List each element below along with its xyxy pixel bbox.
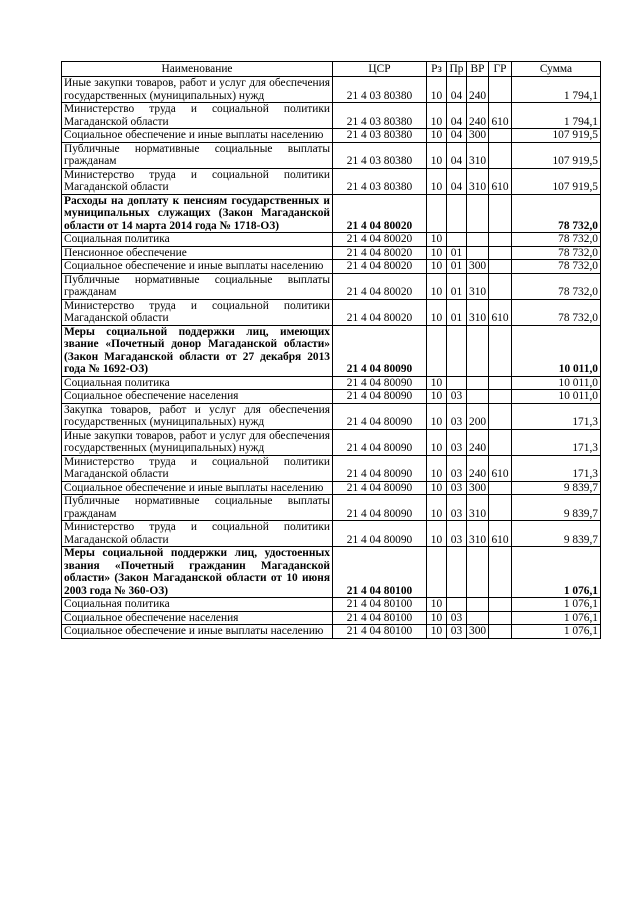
row-vr-cell: 240	[467, 429, 489, 455]
row-name-cell: Министерство труда и социальной политики Магаданской области	[62, 521, 333, 547]
table-row	[62, 233, 601, 247]
row-rz-cell: 10	[427, 129, 447, 143]
row-rz-cell: 10	[427, 260, 447, 274]
row-name-cell: Публичные нормативные социальные выплаты гражданам	[62, 142, 333, 168]
row-pr-cell: 01	[447, 299, 467, 325]
row-pr-cell: 03	[447, 429, 467, 455]
row-sum-cell: 171,3	[512, 429, 601, 455]
row-name-cell: Социальная политика	[62, 233, 333, 247]
row-name-cell: Иные закупки товаров, работ и услуг для обеспечения государственных (муниципальных) нужд	[62, 77, 333, 103]
row-sum-cell: 171,3	[512, 455, 601, 481]
row-code-cell: 21 4 04 80100	[333, 547, 427, 598]
row-rz-cell: 10	[427, 273, 447, 299]
row-pr-cell	[447, 547, 467, 598]
table-row	[62, 142, 601, 168]
row-vr-cell: 300	[467, 260, 489, 274]
row-gr-cell	[489, 403, 512, 429]
row-vr-cell	[467, 325, 489, 376]
row-pr-cell	[447, 233, 467, 247]
row-pr-cell: 04	[447, 103, 467, 129]
row-name-cell: Министерство труда и социальной политики Магаданской области	[62, 103, 333, 129]
row-sum-cell: 1 076,1	[512, 547, 601, 598]
row-gr-cell	[489, 325, 512, 376]
row-rz-cell: 10	[427, 429, 447, 455]
row-vr-cell	[467, 547, 489, 598]
table-row-section	[62, 547, 601, 598]
row-sum-cell: 1 794,1	[512, 77, 601, 103]
row-code-cell: 21 4 04 80090	[333, 403, 427, 429]
row-name-cell: Пенсионное обеспечение	[62, 246, 333, 260]
row-code-cell: 21 4 04 80020	[333, 260, 427, 274]
row-gr-cell: 610	[489, 103, 512, 129]
row-rz-cell: 10	[427, 233, 447, 247]
row-gr-cell	[489, 260, 512, 274]
row-pr-cell: 04	[447, 168, 467, 194]
row-vr-cell: 310	[467, 273, 489, 299]
row-vr-cell: 310	[467, 495, 489, 521]
table-row	[62, 625, 601, 639]
row-vr-cell	[467, 233, 489, 247]
row-rz-cell: 10	[427, 168, 447, 194]
row-gr-cell: 610	[489, 455, 512, 481]
row-name-cell: Министерство труда и социальной политики Магаданской области	[62, 455, 333, 481]
row-sum-cell: 1 794,1	[512, 103, 601, 129]
row-vr-cell: 310	[467, 168, 489, 194]
row-pr-cell: 03	[447, 455, 467, 481]
row-pr-cell: 03	[447, 481, 467, 495]
table-row	[62, 455, 601, 481]
table-row	[62, 390, 601, 404]
table-row	[62, 376, 601, 390]
header-name: Наименование	[62, 62, 333, 77]
row-name-cell: Социальное обеспечение и иные выплаты населению	[62, 260, 333, 274]
row-pr-cell: 03	[447, 390, 467, 404]
row-name-cell: Министерство труда и социальной политики Магаданской области	[62, 168, 333, 194]
row-gr-cell	[489, 376, 512, 390]
row-gr-cell	[489, 625, 512, 639]
row-vr-cell: 240	[467, 77, 489, 103]
row-code-cell: 21 4 03 80380	[333, 168, 427, 194]
row-pr-cell: 03	[447, 403, 467, 429]
table-row	[62, 168, 601, 194]
row-name-cell: Расходы на доплату к пенсиям государственных и муниципальных служащих (Закон Магаданской области от 14 марта 2014 года № 1718-ОЗ)	[62, 194, 333, 233]
row-sum-cell: 78 732,0	[512, 194, 601, 233]
row-sum-cell: 78 732,0	[512, 273, 601, 299]
header-vr: ВР	[467, 62, 489, 77]
row-code-cell: 21 4 03 80380	[333, 103, 427, 129]
row-vr-cell: 310	[467, 299, 489, 325]
row-vr-cell: 240	[467, 455, 489, 481]
row-pr-cell: 01	[447, 273, 467, 299]
row-sum-cell: 1 076,1	[512, 625, 601, 639]
row-gr-cell	[489, 598, 512, 612]
table-row	[62, 521, 601, 547]
row-pr-cell	[447, 325, 467, 376]
table-body	[62, 77, 601, 639]
row-code-cell: 21 4 04 80020	[333, 246, 427, 260]
header-gr: ГР	[489, 62, 512, 77]
header-sum: Сумма	[512, 62, 601, 77]
row-name-cell: Социальное обеспечение и иные выплаты населению	[62, 129, 333, 143]
row-rz-cell: 10	[427, 495, 447, 521]
row-gr-cell: 610	[489, 168, 512, 194]
row-pr-cell: 03	[447, 625, 467, 639]
row-rz-cell: 10	[427, 455, 447, 481]
row-code-cell: 21 4 04 80100	[333, 611, 427, 625]
row-gr-cell	[489, 194, 512, 233]
row-vr-cell: 310	[467, 521, 489, 547]
row-rz-cell: 10	[427, 376, 447, 390]
row-gr-cell	[489, 273, 512, 299]
row-rz-cell: 10	[427, 103, 447, 129]
row-vr-cell	[467, 376, 489, 390]
row-vr-cell	[467, 194, 489, 233]
table-row	[62, 129, 601, 143]
table-row	[62, 273, 601, 299]
row-vr-cell: 200	[467, 403, 489, 429]
row-sum-cell: 78 732,0	[512, 299, 601, 325]
row-sum-cell: 9 839,7	[512, 521, 601, 547]
row-gr-cell	[489, 429, 512, 455]
row-gr-cell: 610	[489, 299, 512, 325]
row-vr-cell: 300	[467, 129, 489, 143]
row-vr-cell	[467, 246, 489, 260]
table-row	[62, 495, 601, 521]
row-name-cell: Закупка товаров, работ и услуг для обеспечения государственных (муниципальных) нужд	[62, 403, 333, 429]
row-sum-cell: 78 732,0	[512, 246, 601, 260]
row-name-cell: Меры социальной поддержки лиц, удостоенных звания «Почетный гражданин Магаданской области» (Закон Магаданской области от 10 июня 2003 года № 360-ОЗ)	[62, 547, 333, 598]
row-vr-cell	[467, 598, 489, 612]
row-sum-cell: 1 076,1	[512, 598, 601, 612]
row-code-cell: 21 4 04 80100	[333, 625, 427, 639]
row-code-cell: 21 4 04 80090	[333, 481, 427, 495]
row-gr-cell	[489, 481, 512, 495]
row-code-cell: 21 4 04 80090	[333, 455, 427, 481]
row-gr-cell: 610	[489, 521, 512, 547]
row-name-cell: Социальное обеспечение населения	[62, 390, 333, 404]
row-gr-cell	[489, 233, 512, 247]
row-rz-cell: 10	[427, 598, 447, 612]
table-row-section	[62, 325, 601, 376]
row-pr-cell: 03	[447, 521, 467, 547]
row-code-cell: 21 4 04 80100	[333, 598, 427, 612]
row-rz-cell: 10	[427, 481, 447, 495]
row-rz-cell: 10	[427, 625, 447, 639]
row-code-cell: 21 4 03 80380	[333, 77, 427, 103]
row-name-cell: Социальная политика	[62, 598, 333, 612]
row-gr-cell	[489, 495, 512, 521]
row-sum-cell: 78 732,0	[512, 233, 601, 247]
row-vr-cell: 300	[467, 481, 489, 495]
row-rz-cell: 10	[427, 77, 447, 103]
table-row	[62, 481, 601, 495]
row-vr-cell	[467, 611, 489, 625]
row-code-cell: 21 4 04 80020	[333, 273, 427, 299]
table-row	[62, 403, 601, 429]
table-row	[62, 77, 601, 103]
row-pr-cell: 03	[447, 611, 467, 625]
row-gr-cell	[489, 611, 512, 625]
row-sum-cell: 9 839,7	[512, 495, 601, 521]
row-name-cell: Меры социальной поддержки лиц, имеющих звание «Почетный донор Магаданской области» (Закон Магаданской области от 27 декабря 2013 года № 1692-ОЗ)	[62, 325, 333, 376]
row-sum-cell: 78 732,0	[512, 260, 601, 274]
row-name-cell: Иные закупки товаров, работ и услуг для обеспечения государственных (муниципальных) нужд	[62, 429, 333, 455]
row-gr-cell	[489, 77, 512, 103]
row-code-cell: 21 4 04 80020	[333, 299, 427, 325]
table-row-section	[62, 194, 601, 233]
table-row	[62, 260, 601, 274]
row-sum-cell: 171,3	[512, 403, 601, 429]
row-code-cell: 21 4 04 80090	[333, 325, 427, 376]
table-row	[62, 246, 601, 260]
row-pr-cell	[447, 598, 467, 612]
row-pr-cell: 04	[447, 77, 467, 103]
row-rz-cell: 10	[427, 611, 447, 625]
row-rz-cell: 10	[427, 299, 447, 325]
row-vr-cell: 240	[467, 103, 489, 129]
row-pr-cell: 01	[447, 246, 467, 260]
header-rz: Рз	[427, 62, 447, 77]
table-row	[62, 299, 601, 325]
row-sum-cell: 107 919,5	[512, 168, 601, 194]
row-name-cell: Публичные нормативные социальные выплаты гражданам	[62, 273, 333, 299]
row-gr-cell	[489, 246, 512, 260]
row-sum-cell: 10 011,0	[512, 390, 601, 404]
row-name-cell: Публичные нормативные социальные выплаты гражданам	[62, 495, 333, 521]
row-gr-cell	[489, 129, 512, 143]
row-rz-cell	[427, 194, 447, 233]
row-code-cell: 21 4 04 80090	[333, 376, 427, 390]
row-rz-cell: 10	[427, 403, 447, 429]
row-code-cell: 21 4 03 80380	[333, 142, 427, 168]
row-pr-cell: 04	[447, 129, 467, 143]
row-sum-cell: 107 919,5	[512, 142, 601, 168]
row-rz-cell: 10	[427, 246, 447, 260]
row-name-cell: Социальное обеспечение и иные выплаты населению	[62, 625, 333, 639]
row-code-cell: 21 4 03 80380	[333, 129, 427, 143]
header-pr: Пр	[447, 62, 467, 77]
row-pr-cell: 03	[447, 495, 467, 521]
header-code: ЦСР	[333, 62, 427, 77]
row-code-cell: 21 4 04 80090	[333, 390, 427, 404]
row-vr-cell	[467, 390, 489, 404]
table-row	[62, 611, 601, 625]
row-sum-cell: 10 011,0	[512, 325, 601, 376]
row-gr-cell	[489, 390, 512, 404]
row-sum-cell: 10 011,0	[512, 376, 601, 390]
row-code-cell: 21 4 04 80090	[333, 521, 427, 547]
row-rz-cell: 10	[427, 521, 447, 547]
row-rz-cell	[427, 547, 447, 598]
budget-table	[61, 61, 601, 639]
row-vr-cell: 300	[467, 625, 489, 639]
row-vr-cell: 310	[467, 142, 489, 168]
row-sum-cell: 1 076,1	[512, 611, 601, 625]
row-rz-cell	[427, 325, 447, 376]
row-rz-cell: 10	[427, 390, 447, 404]
row-sum-cell: 107 919,5	[512, 129, 601, 143]
row-name-cell: Социальная политика	[62, 376, 333, 390]
row-name-cell: Социальное обеспечение населения	[62, 611, 333, 625]
row-code-cell: 21 4 04 80020	[333, 194, 427, 233]
row-gr-cell	[489, 142, 512, 168]
table-header-row	[62, 62, 601, 77]
table-row	[62, 598, 601, 612]
row-code-cell: 21 4 04 80090	[333, 495, 427, 521]
row-name-cell: Социальное обеспечение и иные выплаты населению	[62, 481, 333, 495]
row-code-cell: 21 4 04 80090	[333, 429, 427, 455]
row-pr-cell	[447, 194, 467, 233]
row-sum-cell: 9 839,7	[512, 481, 601, 495]
table-row	[62, 429, 601, 455]
row-code-cell: 21 4 04 80020	[333, 233, 427, 247]
row-rz-cell: 10	[427, 142, 447, 168]
row-gr-cell	[489, 547, 512, 598]
row-name-cell: Министерство труда и социальной политики Магаданской области	[62, 299, 333, 325]
row-pr-cell	[447, 376, 467, 390]
row-pr-cell: 04	[447, 142, 467, 168]
row-pr-cell: 01	[447, 260, 467, 274]
table-row	[62, 103, 601, 129]
